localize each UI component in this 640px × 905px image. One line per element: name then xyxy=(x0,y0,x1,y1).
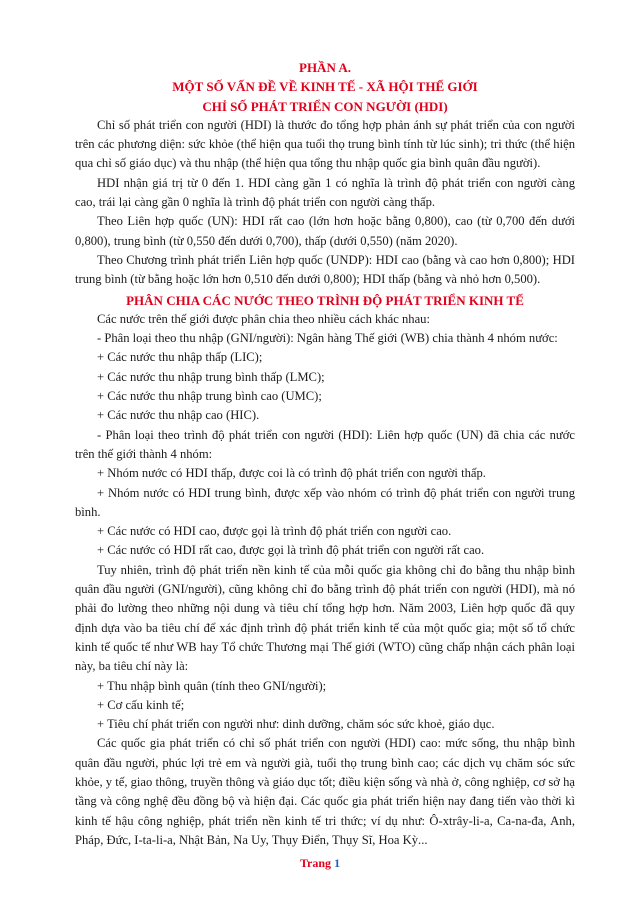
page-footer xyxy=(0,854,640,873)
hdi-group-item: + Các nước có HDI rất cao, được gọi là trình độ phát triển con người rất cao. xyxy=(97,543,485,558)
main-title: MỘT SỐ VẤN ĐỀ VỀ KINH TẾ - XÃ HỘI THẾ GIỚI xyxy=(172,79,478,95)
income-classification-lead: - Phân loại theo thu nhập (GNI/người): Ngân hàng Thế giới (WB) chia thành 4 nhóm nước: xyxy=(97,331,558,346)
income-group-item: + Các nước thu nhập thấp (LIC); xyxy=(97,350,263,365)
developed-countries-paragraph: Các quốc gia phát triển có chỉ số phát triển con người (HDI) cao: mức sống, thu nhập bình quân đầu người, phúc lợi trẻ em và người già, tuổi thọ trung bình cao; các dịch vụ chăm sóc sức khỏe, y tế, giao thông, truyền thông và giáo dục tốt; điều kiện sống và nhà ở, công nghiệp, cơ sở hạ tầng và công nghệ đều đồng bộ và hiện đại. Các quốc gia phát triển hiện nay đang tiến vào thời kì kinh tế hậu công nghiệp, phát triển nền kinh tế tri thức; ví dụ như: Ô-xtrây-li-a, Ca-na-đa, Anh, Pháp, Đức, I-ta-li-a, Nhật Bản, Na Uy, Thụy Điển, Thụy Sĩ, Hoa Kỳ... xyxy=(75,736,575,847)
income-group-item: + Các nước thu nhập trung bình cao (UMC); xyxy=(97,389,322,404)
hdi-definition-paragraph: Chỉ số phát triển con người (HDI) là thước đo tổng hợp phản ánh sự phát triển của con người trên các phương diện: sức khỏe (thể hiện qua tuổi thọ trung bình tính từ lúc sinh); tri thức (thể hiện qua chỉ số giáo dục) và thu nhập (thể hiện qua tổng thu nhập quốc gia bình quân đầu người). xyxy=(75,117,575,171)
classification-intro: Các nước trên thế giới được phân chia theo nhiều cách khác nhau: xyxy=(97,311,430,326)
hdi-group-item: + Các nước có HDI cao, được gọi là trình độ phát triển con người cao. xyxy=(97,524,452,539)
page-content xyxy=(75,58,575,850)
criteria-item: + Thu nhập bình quân (tính theo GNI/người); xyxy=(97,678,327,693)
page-number: 1 xyxy=(334,856,341,870)
part-label: PHẦN A. xyxy=(299,60,351,75)
page-label: Trang xyxy=(299,856,332,870)
section-heading: PHÂN CHIA CÁC NƯỚC THEO TRÌNH ĐỘ PHÁT TRIỂN KINH TẾ xyxy=(126,292,524,308)
criteria-item: + Cơ cấu kinh tế; xyxy=(97,697,185,712)
hdi-classification-lead: - Phân loại theo trình độ phát triển con người (HDI): Liên hợp quốc (UN) đã chia các nước trên thế giới thành 4 nhóm: xyxy=(75,427,575,461)
criteria-item: + Tiêu chí phát triển con người như: dinh dưỡng, chăm sóc sức khoẻ, giáo dục. xyxy=(97,717,495,732)
hdi-range-paragraph: HDI nhận giá trị từ 0 đến 1. HDI càng gần 1 có nghĩa là trình độ phát triển con người càng cao, trái lại càng gần 0 nghĩa là trình độ phát triển con người càng thấp. xyxy=(75,175,575,210)
un-classification-paragraph: Theo Liên hợp quốc (UN): HDI rất cao (lớn hơn hoặc bằng 0,800), cao (từ 0,700 đến dưới 0,800), trung bình (từ 0,550 đến dưới 0,700), thấp (dưới 0,550) (năm 2020). xyxy=(75,214,575,248)
criteria-paragraph: Tuy nhiên, trình độ phát triển nền kinh tế của mỗi quốc gia không chỉ đo bằng thu nhập bình quân đầu người (GNI/người), cũng không chỉ đo bằng trình độ phát triển con người (HDI), mà nó phải đo lường theo những nội dung và tiêu chí tổng hợp hơn. Năm 2003, Liên hợp quốc đã quy định dựa vào ba tiêu chí để xác định trình độ phát triển kinh tế của một quốc gia; một số tổ chức kinh tế quốc tế như WB hay Tổ chức Thương mại Thế giới (WTO) cũng chấp nhận cách phân loại này, ba tiêu chí này là: xyxy=(75,562,575,674)
hdi-group-item: + Nhóm nước có HDI trung bình, được xếp vào nhóm có trình độ phát triển con người trung bình. xyxy=(75,485,575,519)
income-group-item: + Các nước thu nhập cao (HIC). xyxy=(97,408,260,423)
income-group-item: + Các nước thu nhập trung bình thấp (LMC); xyxy=(97,369,325,384)
hdi-group-item: + Nhóm nước có HDI thấp, được coi là có trình độ phát triển con người thấp. xyxy=(97,466,486,481)
undp-classification-paragraph: Theo Chương trình phát triển Liên hợp quốc (UNDP): HDI cao (bằng và cao hơn 0,800); HDI trung bình (từ bằng hoặc lớn hơn 0,510 đến dưới 0,800); HDI thấp (bằng và nhỏ hơn 0,500). xyxy=(75,252,575,287)
hdi-subtitle: CHỈ SỐ PHÁT TRIỂN CON NGƯỜI (HDI) xyxy=(202,98,448,114)
